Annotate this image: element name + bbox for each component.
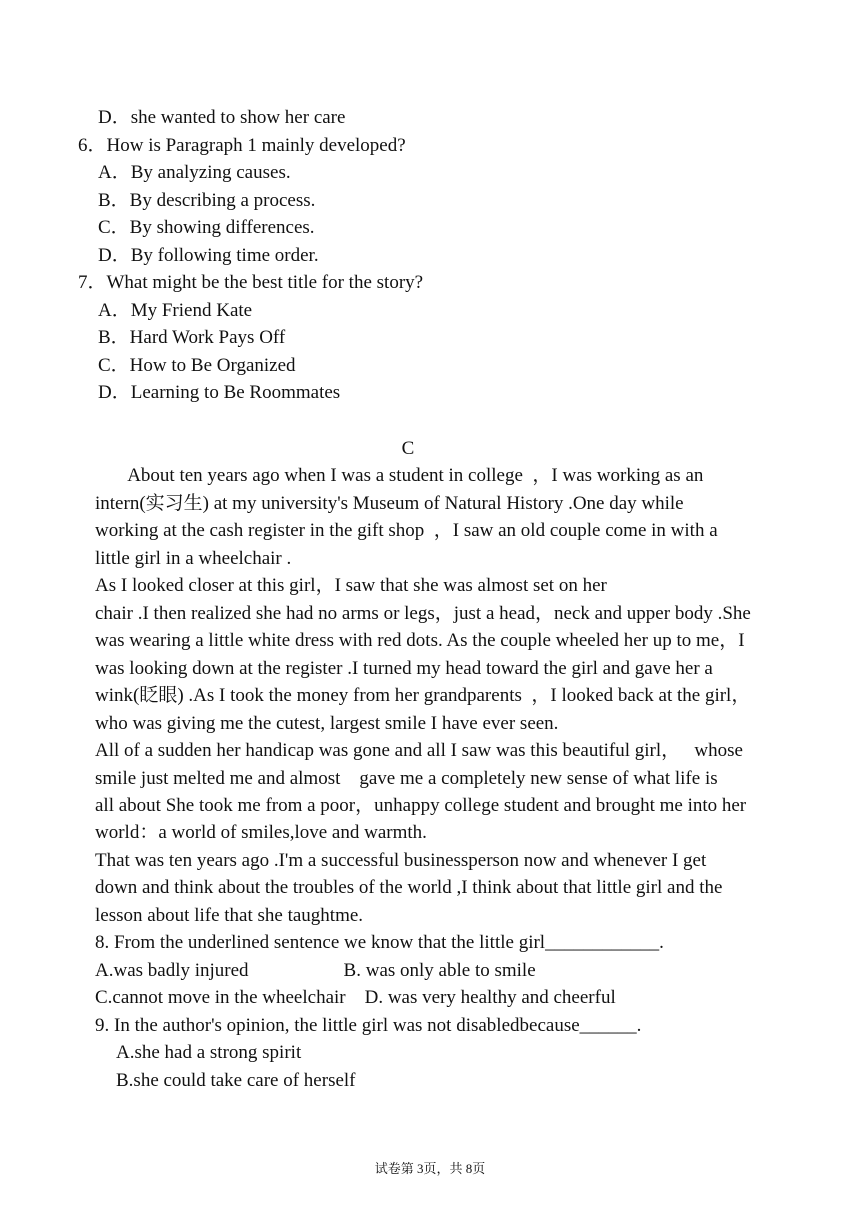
passage-line: smile just melted me and almost gave me a completely new sense of what life is (95, 768, 718, 789)
passage-line: working at the cash register in the gift shop ，I saw an old couple come in with a (95, 520, 718, 541)
q9-stem: 9. In the author's opinion, the little girl was not disabledbecause______. (95, 1015, 642, 1036)
q6-option-b: B．By describing a process. (98, 190, 316, 211)
passage-line: chair .I then realized she had no arms or legs，just a head，neck and upper body .She (95, 603, 751, 624)
section-heading: C (401, 438, 415, 459)
q9-option-a: A.she had a strong spirit (116, 1042, 302, 1063)
q8-options-row-1: A.was badly injured B. was only able to smile (95, 960, 536, 981)
passage-line: little girl in a wheelchair . (95, 548, 292, 569)
passage-line: was looking down at the register .I turned my head toward the girl and gave her a (95, 658, 713, 679)
q6-option-c: C．By showing differences. (98, 217, 315, 238)
passage-line: All of a sudden her handicap was gone and all I saw was this beautiful girl， whose (95, 740, 743, 761)
passage-line: lesson about life that she taughtme. (95, 905, 364, 926)
q6-stem: 6．How is Paragraph 1 mainly developed? (78, 135, 406, 156)
passage-line: wink(眨眼) .As I took the money from her grandparents ，I looked back at the girl， (95, 685, 751, 706)
q9-option-b: B.she could take care of herself (116, 1070, 356, 1091)
q6-option-d: D．By following time order. (98, 245, 319, 266)
passage-line: world：a world of smiles,love and warmth. (95, 822, 427, 843)
q7-option-b: B．Hard Work Pays Off (98, 327, 286, 348)
passage-line: About ten years ago when I was a student in college ，I was working as an (95, 465, 704, 486)
passage-line: As I looked closer at this girl，I saw that she was almost set on her (95, 575, 607, 596)
page-footer: 试卷第 3页，共 8页 (374, 1161, 486, 1176)
q7-stem: 7．What might be the best title for the story? (78, 272, 424, 293)
q5-option-d: D．she wanted to show her care (98, 107, 346, 128)
passage-line: who was giving me the cutest, largest smile I have ever seen. (95, 713, 559, 734)
q7-option-d: D．Learning to Be Roommates (98, 382, 341, 403)
q7-option-a: A．My Friend Kate (98, 300, 253, 321)
q8-options-row-2: C.cannot move in the wheelchair D. was very healthy and cheerful (95, 987, 616, 1008)
passage-line: all about She took me from a poor，unhappy college student and brought me into her (95, 795, 747, 816)
q7-option-c: C．How to Be Organized (98, 355, 296, 376)
passage-line: intern(实习生) at my university's Museum of Natural History .One day while (95, 493, 684, 514)
q6-option-a: A．By analyzing causes. (98, 162, 291, 183)
passage-line: down and think about the troubles of the world ,I think about that little girl and the (95, 877, 723, 898)
passage-line: That was ten years ago .I'm a successful businessperson now and whenever I get (95, 850, 707, 871)
q8-stem: 8. From the underlined sentence we know that the little girl____________. (95, 932, 664, 953)
passage-line: was wearing a little white dress with red dots. As the couple wheeled her up to me，I (95, 630, 745, 651)
